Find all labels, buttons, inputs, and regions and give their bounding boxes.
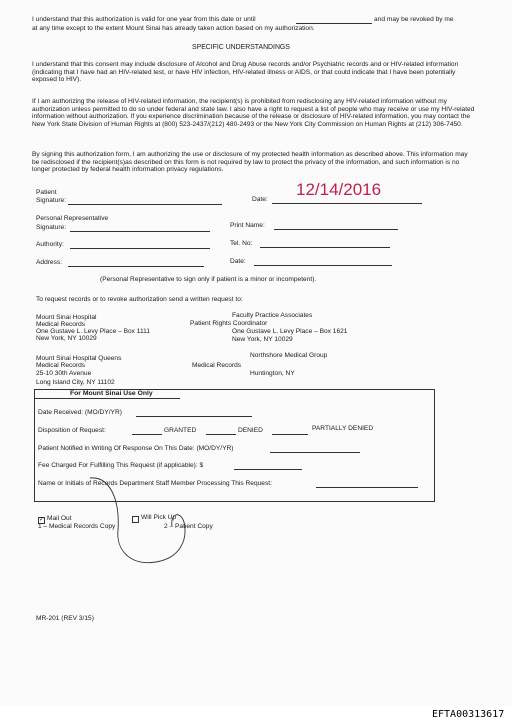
patient-date-line[interactable]: [272, 203, 422, 204]
rep-signature-line[interactable]: [70, 231, 210, 232]
section-heading: SPECIFIC UNDERSTANDINGS: [192, 44, 290, 51]
print-name-label: Print Name:: [230, 222, 265, 229]
address-line: Medical Records: [192, 362, 242, 369]
request-intro: To request records or to revoke authorization send a written request to:: [36, 296, 243, 303]
address-line[interactable]: [68, 266, 204, 267]
address-line: Huntington, NY: [250, 370, 295, 377]
denied-label: DENIED: [238, 427, 263, 434]
mail-out-label: Mail Out: [47, 515, 72, 522]
fee-label: Fee Charged For Fulfilling This Request (if applicable): $: [38, 462, 204, 469]
address-line: New York, NY 10029: [36, 335, 97, 342]
denied-line[interactable]: [206, 434, 236, 435]
paragraph-hiv-disclosure: I understand that this consent may include disclosure of Alcohol and Drug Abuse records and/or Psychiatric records and or HIV-related information (indicating that I have had an HIV-related test, or have HIV infection, HIV-related illness or AIDS, or that could indicate that I have been potentially exposed to HIV).: [32, 61, 459, 84]
handwritten-date: 12/14/2016: [296, 180, 382, 199]
date2-label: Date:: [230, 258, 246, 265]
partially-denied-line[interactable]: [272, 434, 308, 435]
paragraph-authorization: By signing this authorization form, I am authorizing the use or disclosure of my protected health information as described above. This information may be redisclosed if the recipient(s)as described on this form is not required by law to protect the privacy of the information, and such information is no longer protected by federal health information privacy regulations.: [32, 151, 468, 174]
validity-date-line: [296, 23, 372, 24]
address-line: Medical Records: [36, 362, 86, 369]
handwritten-mark: [60, 470, 230, 570]
validity-text-line2: at any time except to the extent Mount Sinai has already taken action based on my authorization.: [32, 25, 315, 32]
mail-out-checkbox[interactable]: ✓: [39, 517, 45, 523]
address-line: Mount Sinai Hospital: [36, 314, 97, 321]
office-title-rule: [34, 398, 180, 399]
date-received-label: Date Received: (MO/DY/YR): [38, 409, 122, 416]
address-line: Long Island City, NY 11102: [36, 379, 115, 386]
validity-text-right: and may be revoked by me: [374, 16, 454, 23]
paragraph-hiv-rights: If I am authorizing the release of HIV-related information, the recipient(s) is prohibited from redisclosing any HIV-related information without my authorization unless permitted to do so under federal and state law. I also have a right to request a list of people who may receive or use my HIV-related information without authorization. If you experience discrimination because of the release or disclosure of HIV-related information, you may contact the New York State Division of Human Rights at (800) 523-2437/(212) 480-2493 or the New York City Commission on Human Rights at (212) 306-7450.: [32, 98, 475, 128]
notified-line[interactable]: [270, 452, 360, 453]
date-received-line[interactable]: [136, 416, 252, 417]
address-label: Address:: [36, 259, 63, 266]
address-line: Northshore Medical Group: [250, 352, 328, 359]
validity-text: I understand that this authorization is valid for one year from this date or until: [32, 16, 256, 23]
patient-signature-label: Signature:: [36, 197, 67, 204]
granted-line[interactable]: [132, 434, 162, 435]
fee-line[interactable]: [234, 469, 302, 470]
patient-copy: 2 – Patient Copy: [164, 523, 213, 530]
print-name-line[interactable]: [274, 229, 398, 230]
rep-signature-label: Signature:: [36, 224, 67, 231]
address-line: Faculty Practice Associates: [232, 312, 313, 319]
partially-denied-label: PARTIALLY DENIED: [312, 425, 374, 432]
address-line: One Gustave L. Levy Place – Box 1621: [232, 328, 348, 335]
rep-note: (Personal Representative to sign only if patient is a minor or incompetent).: [100, 276, 317, 283]
bates-number: EFTA00313617: [432, 709, 505, 720]
tel-line[interactable]: [260, 247, 390, 248]
patient-label: Patient: [36, 189, 57, 196]
address-line: Mount Sinai Hospital Queens: [36, 355, 122, 362]
authority-line[interactable]: [70, 248, 210, 249]
medical-records-copy: 1 – Medical Records Copy: [38, 523, 116, 530]
staff-line[interactable]: [316, 487, 418, 488]
tel-label: Tel. No:: [230, 240, 253, 247]
address-line: Medical Records: [36, 321, 86, 328]
staff-label: Name or Initials of Records Department Staff Member Processing This Request:: [38, 480, 272, 487]
granted-label: GRANTED: [164, 427, 197, 434]
notified-label: Patient Notified in Writing Of Response On This Date: (MO/DY/YR): [38, 445, 234, 452]
address-line: 25-10 30th Avenue: [36, 370, 92, 377]
address-line: Patient Rights Coordinator: [190, 320, 268, 327]
will-pick-up-label: Will Pick Up: [141, 514, 177, 521]
patient-date-label: Date:: [252, 196, 268, 203]
date2-line[interactable]: [254, 265, 392, 266]
address-line: One Gustave L. Levy Place – Box 1111: [36, 328, 150, 335]
authority-label: Authority:: [36, 241, 64, 248]
address-line: New York, NY 10029: [232, 336, 293, 343]
form-id: MR-201 (REV 3/15): [36, 615, 94, 622]
office-use-title: For Mount Sinai Use Only: [70, 390, 153, 397]
rep-label: Personal Representative: [36, 215, 109, 222]
disposition-label: Disposition of Request:: [38, 427, 106, 434]
patient-signature-line[interactable]: [68, 204, 222, 205]
